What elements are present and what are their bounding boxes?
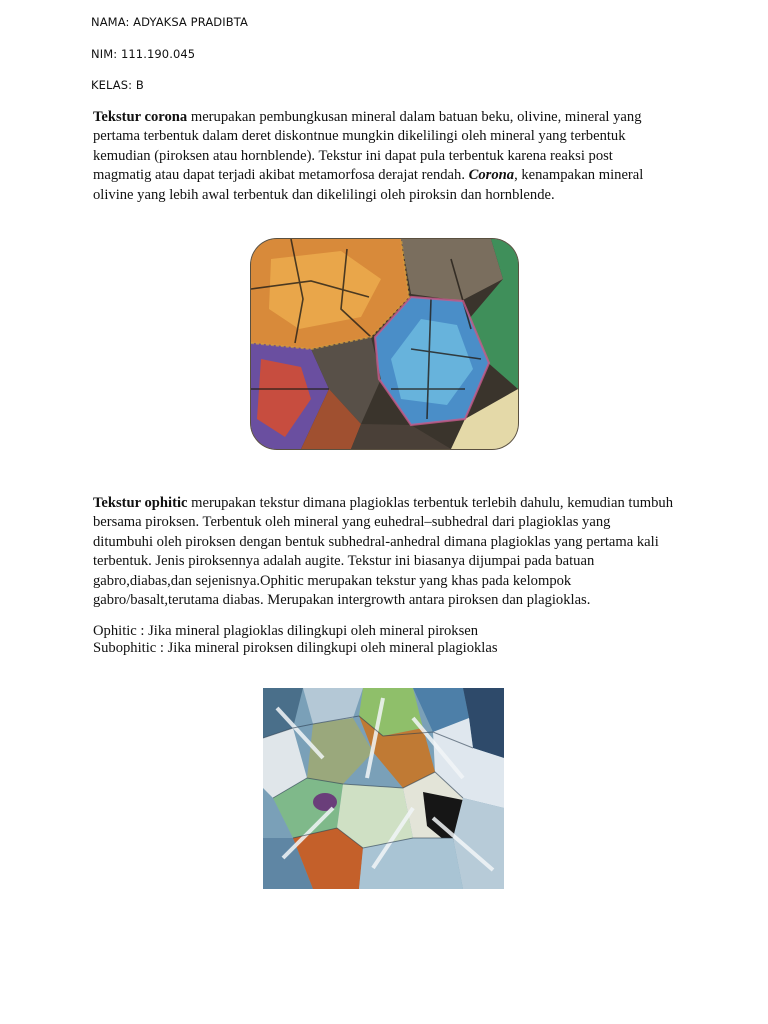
student-nim: NIM: 111.190.045 — [91, 47, 196, 61]
student-class: KELAS: B — [91, 78, 144, 92]
ophitic-term: Tekstur ophitic — [93, 495, 188, 511]
subophitic-definition: Subophitic : Jika mineral piroksen dilingkupi oleh mineral plagioklas — [93, 640, 498, 656]
corona-paragraph — [93, 108, 673, 205]
ophitic-micrograph — [263, 688, 504, 889]
corona-text: merupakan pembungkusan mineral dalam batuan beku, olivine, mineral yang pertama terbentuk dalam deret diskontnue mungkin dikelilingi oleh mineral yang terbentuk kemudian (piroksen atau hornblende). Tekstur ini dapat pula terbentuk karena reaksi post magmatig atau dapat terjadi akibat metamorfosa derajat rendah. — [93, 109, 642, 184]
corona-text-end: , kenampakan mineral olivine yang lebih awal terbentuk dan dikelilingi oleh piroksin dan hornblende. — [93, 167, 644, 203]
ophitic-definition: Ophitic : Jika mineral plagioklas dilingkupi oleh mineral piroksen — [93, 623, 479, 639]
corona-micrograph — [251, 239, 518, 449]
ophitic-text: merupakan tekstur dimana plagioklas terbentuk terlebih dahulu, kemudian tumbuh bersama piroksen. Terbentuk oleh mineral yang euhedral–subhedral dari plagioklas yang ditumbuhi oleh piroksen dengan bentuk subhedral-anhedral dimana plagioklas yang pertama kali terbentuk. Jenis piroksennya adalah augite. Tekstur ini biasanya dijumpai pada batuan gabro,diabas,dan sejenisnya.Ophitic merupakan tekstur yang khas pada kelompok gabro/basalt,terutama diabas. Merupakan intergrowth antara piroksen dan plagioklas. — [93, 495, 674, 609]
student-name: NAMA: ADYAKSA PRADIBTA — [91, 15, 248, 29]
ophitic-paragraph — [93, 494, 673, 610]
corona-emphasis: Corona — [468, 167, 515, 184]
corona-term: Tekstur corona — [93, 109, 188, 125]
